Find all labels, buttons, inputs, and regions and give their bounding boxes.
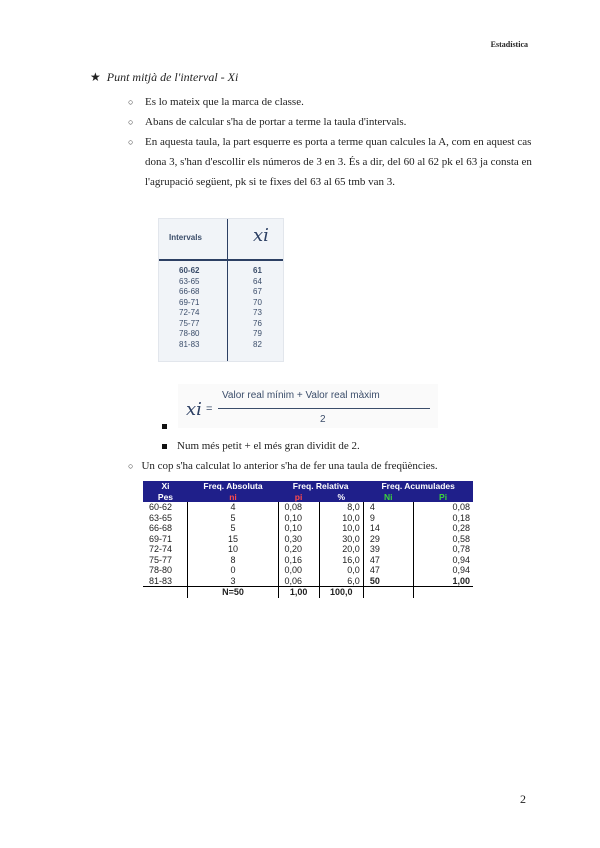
circle-bullet-icon: ○ (128, 461, 134, 471)
interval-cell: 81-83 (179, 339, 200, 349)
table-row (159, 277, 283, 288)
table-row (143, 534, 473, 545)
formula-equals: = (206, 403, 213, 415)
table-row (143, 502, 473, 513)
cell: 0,30 (278, 534, 319, 545)
section-heading (90, 70, 238, 85)
empty-cell (363, 587, 413, 598)
table-header-row (143, 481, 473, 492)
cell: 63-65 (149, 512, 173, 523)
cell: 47 (363, 555, 413, 566)
list-item-text: Un cop s'ha calculat lo anterior s'ha de fer una taula de freqüències. (141, 460, 438, 472)
cell: 8,0 (319, 502, 363, 513)
table-row (159, 266, 283, 277)
Pi-header: Pi (413, 492, 473, 503)
cell: 4 (188, 502, 278, 513)
list-item (128, 92, 533, 112)
cell: 60-62 (149, 502, 173, 512)
interval-cell: 60-62 (179, 266, 200, 275)
sub-list-item (162, 440, 360, 452)
interval-cell: 66-68 (179, 287, 200, 296)
cell: 69-71 (149, 533, 173, 544)
formula-denominator: 2 (320, 414, 326, 425)
percent-header: % (319, 492, 363, 503)
cell: 0,18 (413, 513, 473, 524)
cell: 1,00 (413, 576, 473, 587)
cell: 6,0 (319, 576, 363, 587)
square-bullet-icon (162, 424, 167, 429)
xi-cell: 79 (253, 329, 262, 338)
interval-cell: 69-71 (179, 297, 200, 307)
circle-bullet-icon: ○ (128, 117, 134, 127)
cell: 9 (363, 513, 413, 524)
cell: 81-83 (143, 576, 188, 587)
cell: 3 (188, 576, 278, 587)
page-number: 2 (520, 792, 526, 806)
intervals-rows (159, 266, 283, 350)
cell: 0,00 (278, 565, 319, 576)
list-item (128, 460, 438, 472)
cell: 0,08 (278, 502, 319, 513)
pi-header: pi (278, 492, 319, 503)
cell: 0,94 (413, 555, 473, 566)
cell: 39 (363, 544, 413, 555)
cell: 0,16 (278, 555, 319, 566)
cell: 10 (188, 544, 278, 555)
cell: 0,08 (413, 502, 473, 513)
cell: 0,94 (413, 565, 473, 576)
header-divider (159, 259, 283, 261)
running-header: Estadística (490, 40, 528, 49)
table-row (159, 319, 283, 330)
cell: 10,0 (319, 513, 363, 524)
cell: 0,28 (413, 523, 473, 534)
xi-cell: 73 (253, 308, 262, 317)
interval-cell: 72-74 (179, 308, 200, 317)
intervals-table-image (158, 218, 284, 362)
sub-list-item (162, 420, 177, 432)
interval-cell: 63-65 (179, 276, 200, 286)
cell: 5 (188, 513, 278, 524)
square-bullet-icon (162, 444, 167, 449)
table-row (159, 308, 283, 319)
cell: 0,20 (278, 544, 319, 555)
section-title: Punt mitjà de l'interval - Xi (106, 70, 239, 84)
cell: 50 (363, 576, 413, 587)
cell: 78-80 (149, 565, 173, 575)
cell: 29 (363, 534, 413, 545)
cell: 4 (363, 502, 413, 513)
cell: 0,58 (413, 534, 473, 545)
table-subheader-row (143, 492, 473, 503)
interval-cell: 78-80 (179, 329, 200, 338)
cell: 20,0 (319, 544, 363, 555)
cell: 15 (188, 534, 278, 545)
cell: 47 (363, 565, 413, 576)
table-row (143, 576, 473, 587)
cell: 0,10 (278, 513, 319, 524)
cell: 10,0 (319, 523, 363, 534)
cell: 0,06 (278, 576, 319, 587)
total-pi: 1,00 (278, 587, 319, 598)
cell: 14 (363, 523, 413, 534)
circle-bullet-icon: ○ (128, 97, 134, 107)
intervals-col-header: Intervals (169, 233, 202, 242)
total-percent: 100,0 (319, 587, 363, 598)
cell: 75-77 (149, 554, 173, 565)
table-row (159, 287, 283, 298)
ni-header: ni (188, 492, 278, 503)
empty-cell (143, 587, 188, 598)
pes-header: Pes (143, 492, 188, 503)
xi-cell: 76 (253, 318, 262, 328)
cell: 72-74 (149, 544, 173, 554)
freq-acum-header: Freq. Acumulades (363, 481, 473, 492)
xi-header: Xi (143, 481, 188, 492)
totals-row (143, 587, 473, 598)
sub-list-text: Num més petit + el més gran dividit de 2. (177, 440, 360, 452)
xi-cell: 70 (253, 297, 262, 307)
cell: 0 (188, 565, 278, 576)
cell: 0,10 (278, 523, 319, 534)
cell: 16,0 (319, 555, 363, 566)
table-row (143, 544, 473, 555)
interval-cell: 75-77 (179, 318, 200, 328)
cell: 0,78 (413, 544, 473, 555)
midpoint-formula (178, 384, 438, 428)
xi-cell: 67 (253, 287, 262, 296)
list-item (128, 132, 533, 192)
formula-numerator: Valor real mínim + Valor real màxim (222, 390, 380, 401)
list-item-text: Abans de calcular s'ha de portar a terme la taula d'intervals. (145, 116, 407, 128)
table-row (159, 298, 283, 309)
cell: 66-68 (149, 523, 173, 533)
table-row (143, 555, 473, 566)
xi-cell: 82 (253, 339, 262, 349)
empty-cell (413, 587, 473, 598)
freq-abs-header: Freq. Absoluta (188, 481, 278, 492)
list-item (128, 112, 533, 132)
cell: 5 (188, 523, 278, 534)
frequency-table (143, 481, 473, 598)
circle-bullet-icon: ○ (128, 137, 134, 147)
cell: 8 (188, 555, 278, 566)
star-icon: ★ (90, 70, 101, 84)
total-n: N=50 (188, 587, 278, 598)
table-row (159, 329, 283, 340)
table-row (159, 340, 283, 351)
cell: 0,0 (319, 565, 363, 576)
formula-lhs: xi (186, 399, 202, 420)
xi-cell: 61 (253, 266, 262, 275)
Ni-header: Ni (363, 492, 413, 503)
fraction-bar (218, 408, 430, 409)
table-row (143, 523, 473, 534)
list-item-text: Es lo mateix que la marca de classe. (145, 96, 304, 108)
list-item-text: En aquesta taula, la part esquerre es porta a terme quan calcules la A, com en aquest cas dona 3, s'han d'escollir els números de 3 en 3. És a dir, del 60 al 62 pk el 63 ja consta en l'agrupació següent, pk si te fixes del 63 al 65 tmb van 3. (145, 136, 532, 188)
bullet-list (128, 92, 533, 192)
xi-col-header: xi (253, 225, 269, 246)
cell: 30,0 (319, 534, 363, 545)
table-row (143, 513, 473, 524)
table-row (143, 565, 473, 576)
freq-rel-header: Freq. Relativa (278, 481, 363, 492)
xi-cell: 64 (253, 276, 262, 286)
